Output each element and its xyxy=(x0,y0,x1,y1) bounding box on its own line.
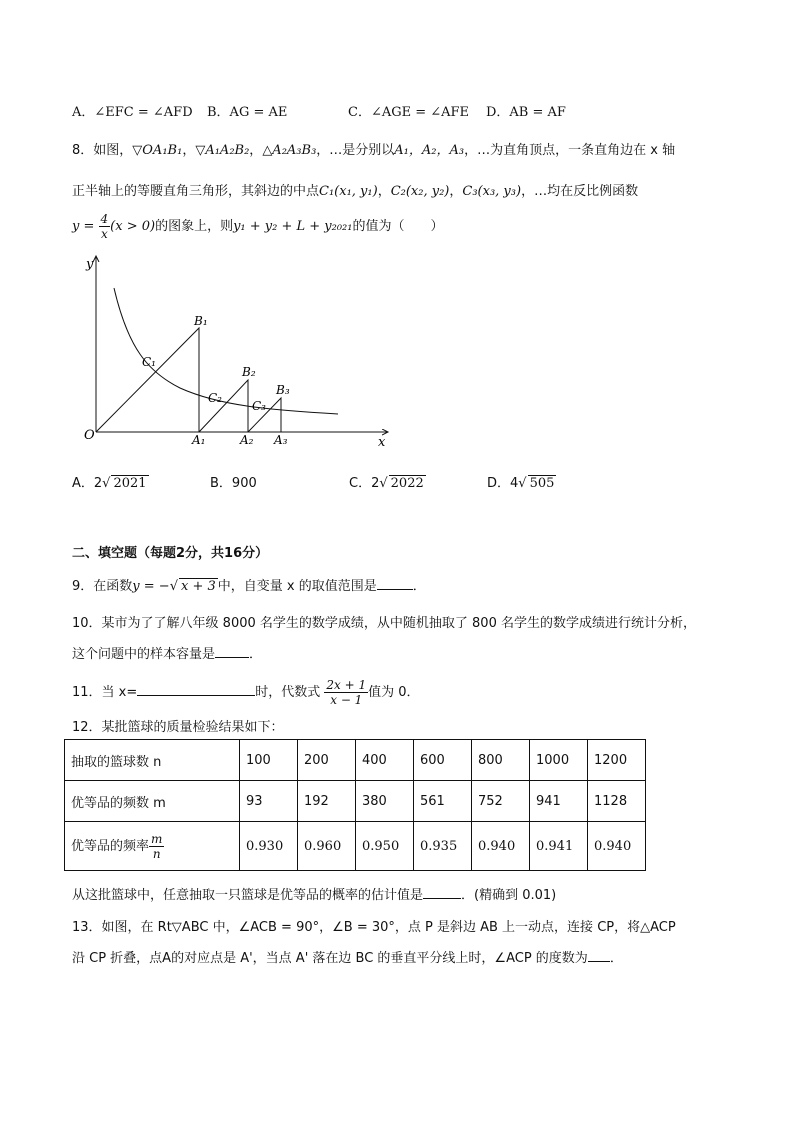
q8-fraction: $\frac{4}{x}$ xyxy=(100,212,109,241)
table-cell: 561 xyxy=(414,781,472,822)
q8-option-a: A．2√ 2021 xyxy=(72,476,147,491)
label-b3: B₃ xyxy=(276,383,290,397)
q8-line-2: 正半轴上的等腰直角三角形，其斜边的中点C₁(x₁, y₁)，C₂(x₂, y₂)，C₃(x₃, y₃)，…均在反比例函数 xyxy=(72,184,639,199)
q11-answer-blank[interactable] xyxy=(137,682,255,696)
q7-option-d: D．AB = AF xyxy=(486,105,566,120)
table-row xyxy=(65,781,646,822)
q11: 11．当 x= 时，代数式 $\frac{2x + 1}{x - 1}$ 值为 0． xyxy=(72,678,420,707)
q7-option-a: A．∠EFC = ∠AFD xyxy=(72,105,193,120)
label-b2: B₂ xyxy=(242,365,256,379)
q12-answer-blank[interactable] xyxy=(423,885,461,899)
q8-triangle-1: ▽OA₁B₁ xyxy=(132,143,183,158)
table-cell: 0.930 xyxy=(240,822,298,871)
q8-triangle-2: ▽A₁A₂B₂ xyxy=(195,143,250,158)
q10-line-2: 这个问题中的样本容量是 ． xyxy=(72,643,262,662)
q12-question: 从这批篮球中，任意抽取一只篮球是优等品的概率的估计值是 ．(精确到 0.01) xyxy=(72,884,556,903)
row-header: 优等品的频率 $\frac{m}{n}$ xyxy=(65,822,240,871)
section-2-title: 二、填空题（每题2分，共16分） xyxy=(72,546,269,561)
table-cell: 941 xyxy=(530,781,588,822)
label-c1: C₁ xyxy=(142,355,156,369)
label-a1: A₁ xyxy=(192,433,206,447)
table-cell: 1000 xyxy=(530,740,588,781)
table-row xyxy=(65,822,646,871)
label-a2: A₂ xyxy=(240,433,254,447)
table-cell: 380 xyxy=(356,781,414,822)
q12-table xyxy=(64,739,646,871)
label-a3: A₃ xyxy=(274,433,288,447)
q10-line-1: 10．某市为了了解八年级 8000 名学生的数学成绩，从中随机抽取了 800 名学生的数学成绩进行统计分析， xyxy=(72,616,696,631)
q13-line-2: 沿 CP 折叠，点A的对应点是 A'，当点 A' 落在边 BC 的垂直平分线上时，∠ACP 的度数为 ． xyxy=(72,947,623,966)
table-cell: 752 xyxy=(472,781,530,822)
table-cell: 93 xyxy=(240,781,298,822)
label-c2: C₂ xyxy=(208,391,222,405)
q8-triangle-3: △A₂A₃B₃ xyxy=(262,143,317,158)
table-cell: 400 xyxy=(356,740,414,781)
table-cell: 100 xyxy=(240,740,298,781)
table-cell: 800 xyxy=(472,740,530,781)
table-row xyxy=(65,740,646,781)
y-label: y xyxy=(86,257,94,272)
q8-option-d: D．4√ 505 xyxy=(487,476,555,491)
q8-sum: y₁ + y₂ + L + y₂₀₂₁ xyxy=(233,219,353,234)
table-cell: 200 xyxy=(298,740,356,781)
row-header: 优等品的频数 m xyxy=(65,781,240,822)
table-cell: 1128 xyxy=(588,781,646,822)
q13-line-1: 13．如图，在 Rt▽ABC 中，∠ACB = 90°，∠B = 30°，点 P 是斜边 AB 上一动点，连接 CP，将△ACP xyxy=(72,920,676,935)
label-b1: B₁ xyxy=(194,314,208,328)
q9-answer-blank[interactable] xyxy=(377,576,413,590)
q8-line-3: y = $\frac{4}{x}$ (x > 0)的图象上，则y₁ + y₂ + L + y₂₀₂₁的值为（ ） xyxy=(72,212,444,241)
q8-figure xyxy=(70,252,400,452)
x-label: x xyxy=(378,435,386,450)
table-cell: 0.940 xyxy=(588,822,646,871)
q11-fraction: $\frac{2x + 1}{x - 1}$ xyxy=(326,678,367,707)
table-cell: 600 xyxy=(414,740,472,781)
label-c3: C₃ xyxy=(252,399,266,413)
table-cell: 0.941 xyxy=(530,822,588,871)
q7-option-b: B．AG = AE xyxy=(207,105,288,120)
q8-line-1: 8．如图，▽OA₁B₁，▽A₁A₂B₂，△A₂A₃B₃，…是分别以A₁，A₂，A₃，…为直角顶点，一条直角边在 x 轴 xyxy=(72,143,676,158)
table-cell: 0.950 xyxy=(356,822,414,871)
origin-label: O xyxy=(84,428,95,443)
q13-answer-blank[interactable] xyxy=(588,948,610,962)
table-cell: 192 xyxy=(298,781,356,822)
triangle-2 xyxy=(199,380,248,432)
table-cell: 0.935 xyxy=(414,822,472,871)
q8-option-c: C．2√ 2022 xyxy=(349,476,424,491)
table-cell: 1200 xyxy=(588,740,646,781)
q10-answer-blank[interactable] xyxy=(215,644,249,658)
q7-option-c: C．∠AGE = ∠AFE xyxy=(348,105,470,120)
q8-option-b: B．900 xyxy=(210,476,257,491)
hyperbola-curve xyxy=(114,288,338,414)
table-cell: 0.960 xyxy=(298,822,356,871)
q12-intro: 12．某批篮球的质量检验结果如下： xyxy=(72,720,284,735)
q9: 9．在函数y = −√ x + 3 中，自变量 x 的取值范围是 ． xyxy=(72,575,426,594)
table-cell: 0.940 xyxy=(472,822,530,871)
row-header: 抽取的篮球数 n xyxy=(65,740,240,781)
triangle-1 xyxy=(96,328,199,432)
